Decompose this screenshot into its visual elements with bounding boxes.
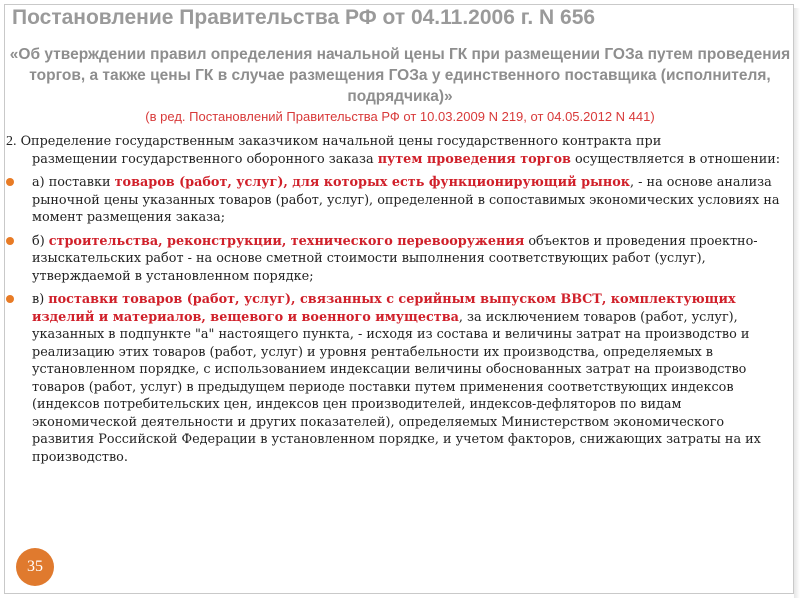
slide-shadow (794, 8, 800, 598)
item-text: , - на основе анализа рыночной цены указанных товаров (работ, услуг), определенной в сопоставимых экономических условиях на момент размещения заказа; (32, 175, 780, 225)
paragraph-text-b: размещении государственного оборонного заказа (32, 151, 378, 167)
paragraph-number: 2. (6, 134, 17, 149)
item-prefix: а) поставки (32, 175, 115, 190)
item-text: , за исключением товаров (работ, услуг), указанных в подпункте "а" настоящего пункта, - исходя из состава и величины затрат на производство и реализацию этих товаров (работ, услуг) и уровня рентабельности их производства, определяемых в установленном порядке, с использованием индексации величины обоснованных затрат на производство товаров (работ, услуг) в предыдущем периоде поставки путем применения соответствующих индексов (индексов потребительских цен, индексов цен производителей, индексов-дефляторов по видам экономической деятельности и других показателей), определяемых Министерством экономического развития Российской Федерации в установленном порядке, и учетом факторов, снижающих затраты на их производство. (32, 309, 761, 465)
bullet-icon (6, 295, 14, 303)
item-highlight: товаров (работ, услуг), для которых есть функционирующий рынок (114, 175, 631, 190)
main-paragraph (6, 133, 790, 168)
item-prefix: в) (32, 292, 49, 307)
paragraph-continuation (6, 151, 790, 169)
paragraph-highlight: путем проведения торгов (377, 151, 571, 167)
body-text (6, 133, 790, 466)
document-subtitle: «Об утверждении правил определения начальной цены ГК при размещении ГОЗа путем проведения торгов, а также цены ГК в случае размещения ГОЗа у единственного поставщика (исполнителя, подрядчика)» (9, 46, 791, 105)
paragraph-text-a: Определение государственным заказчиком начальной цены государственного контракта при (16, 134, 662, 149)
page-number-badge: 35 (16, 548, 54, 586)
bullet-icon (6, 178, 14, 186)
revision-note: (в ред. Постановлений Правительства РФ от 10.03.2009 N 219, от 04.05.2012 N 441) (145, 109, 655, 124)
document-title: Постановление Правительства РФ от 04.11.2006 г. N 656 (12, 6, 596, 29)
item-highlight: строительства, реконструкции, технического перевооружения (48, 233, 525, 249)
paragraph-text-c: осуществляется в отношении: (570, 151, 781, 167)
item-highlight: поставки товаров (работ, услуг), связанных с серийным выпуском ВВСТ, комплектующих изделий и материалов, вещевого и военного имущества (32, 292, 736, 325)
list-item-b (6, 233, 790, 286)
list-item-c (6, 291, 790, 466)
bullet-icon (6, 237, 14, 245)
item-text: объектов и проведения проектно-изыскательских работ - на основе сметной стоимости выполнения соответствующих работ (услуг), утверждаемой в установленном порядке; (32, 233, 758, 284)
list-item-a (6, 174, 790, 227)
item-prefix: б) (32, 233, 49, 249)
